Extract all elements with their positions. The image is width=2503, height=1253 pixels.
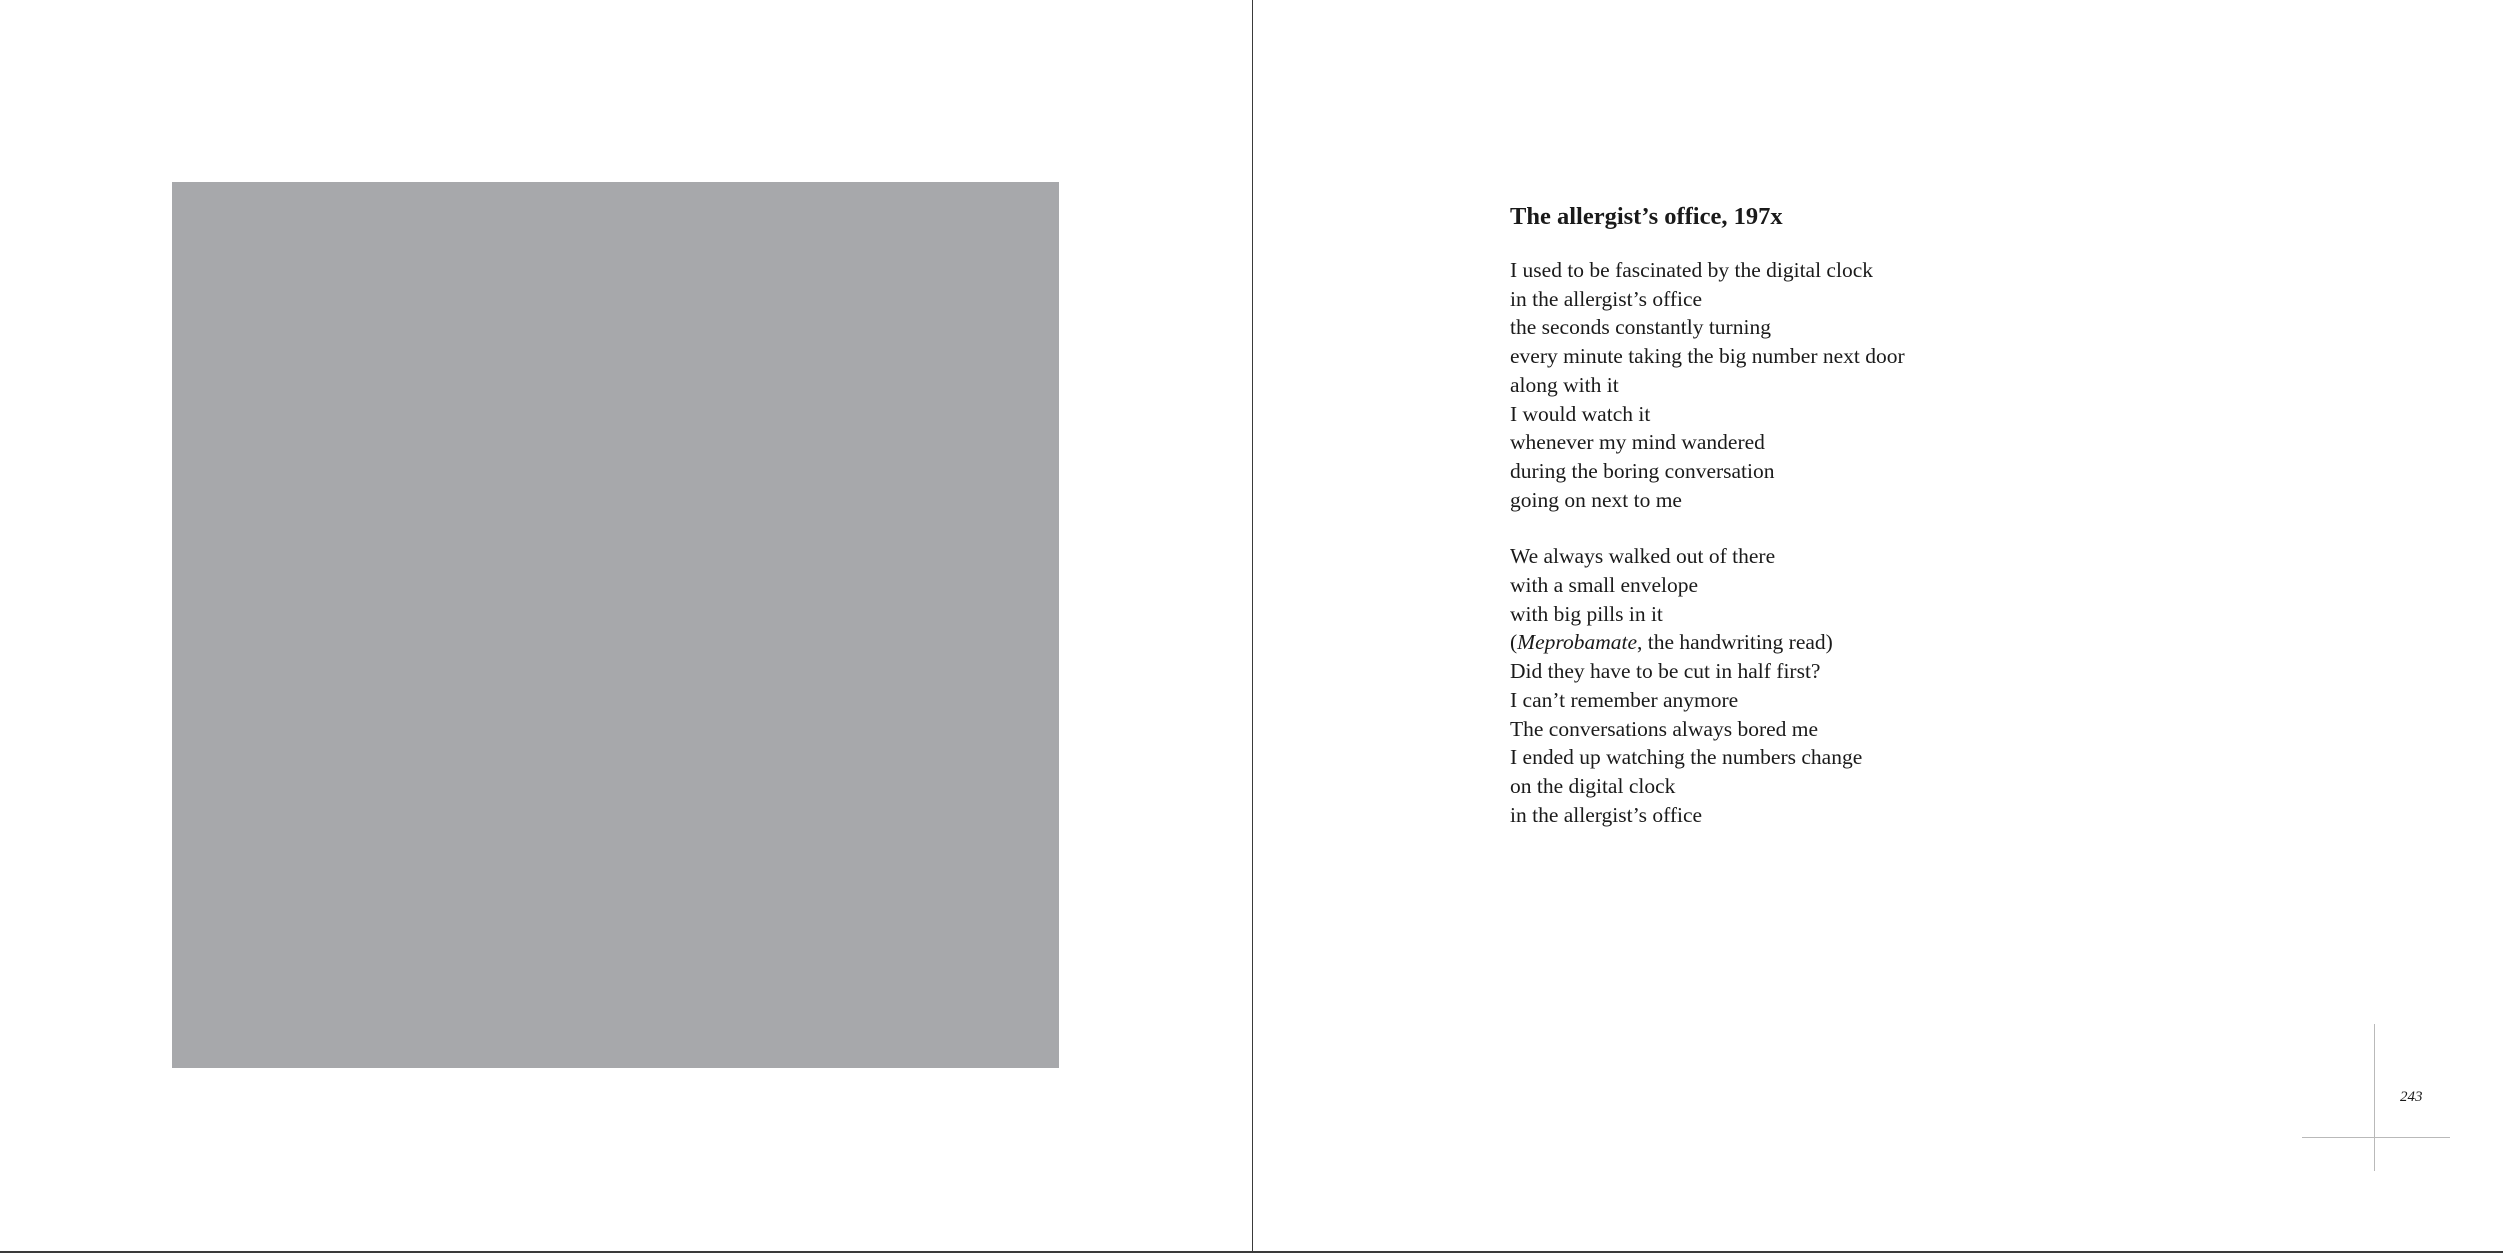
poem-line: The conversations always bored me: [1510, 716, 1819, 741]
poem-line: on the digital clock: [1510, 773, 1676, 798]
poem-line: every minute taking the big number next door: [1510, 344, 1905, 369]
poem-line: going on next to me: [1510, 487, 1682, 512]
drug-name: Meprobamate: [1517, 630, 1637, 655]
stanza-1: [1510, 256, 2210, 514]
page-number: 243: [2400, 1089, 2423, 1105]
crop-mark-vertical: [2374, 1024, 2375, 1171]
poem-line: I ended up watching the numbers change: [1510, 745, 1863, 770]
stanza-2: [1510, 542, 2210, 829]
poem-line: with big pills in it: [1510, 601, 1663, 626]
poem-line: the seconds constantly turning: [1510, 315, 1771, 340]
poem-line: I would watch it: [1510, 401, 1651, 426]
poem-line: in the allergist’s office: [1510, 286, 1703, 311]
poem-line-with-italic: [1510, 628, 2210, 657]
poem-line: I used to be fascinated by the digital clock: [1510, 258, 1873, 282]
poem-line: We always walked out of there: [1510, 544, 1776, 569]
poem-line: whenever my mind wandered: [1510, 430, 1765, 455]
poem-line: Did they have to be cut in half first?: [1510, 659, 1821, 684]
poem-line: in the allergist’s office: [1510, 802, 1703, 827]
paren-open: (: [1510, 630, 1518, 655]
crop-mark-horizontal: [2302, 1137, 2450, 1138]
poem-line: along with it: [1510, 372, 1619, 397]
poem-line: with a small envelope: [1510, 573, 1699, 598]
poem-title: The allergist’s office, 197x: [1510, 203, 1783, 230]
line-rest: , the handwriting read): [1637, 630, 1833, 655]
poem-line: I can’t remember anymore: [1510, 687, 1739, 712]
poem: [1510, 198, 2210, 857]
left-page: [0, 0, 1252, 1251]
poem-line: during the boring conversation: [1510, 458, 1775, 483]
image-placeholder: [172, 182, 1059, 1068]
